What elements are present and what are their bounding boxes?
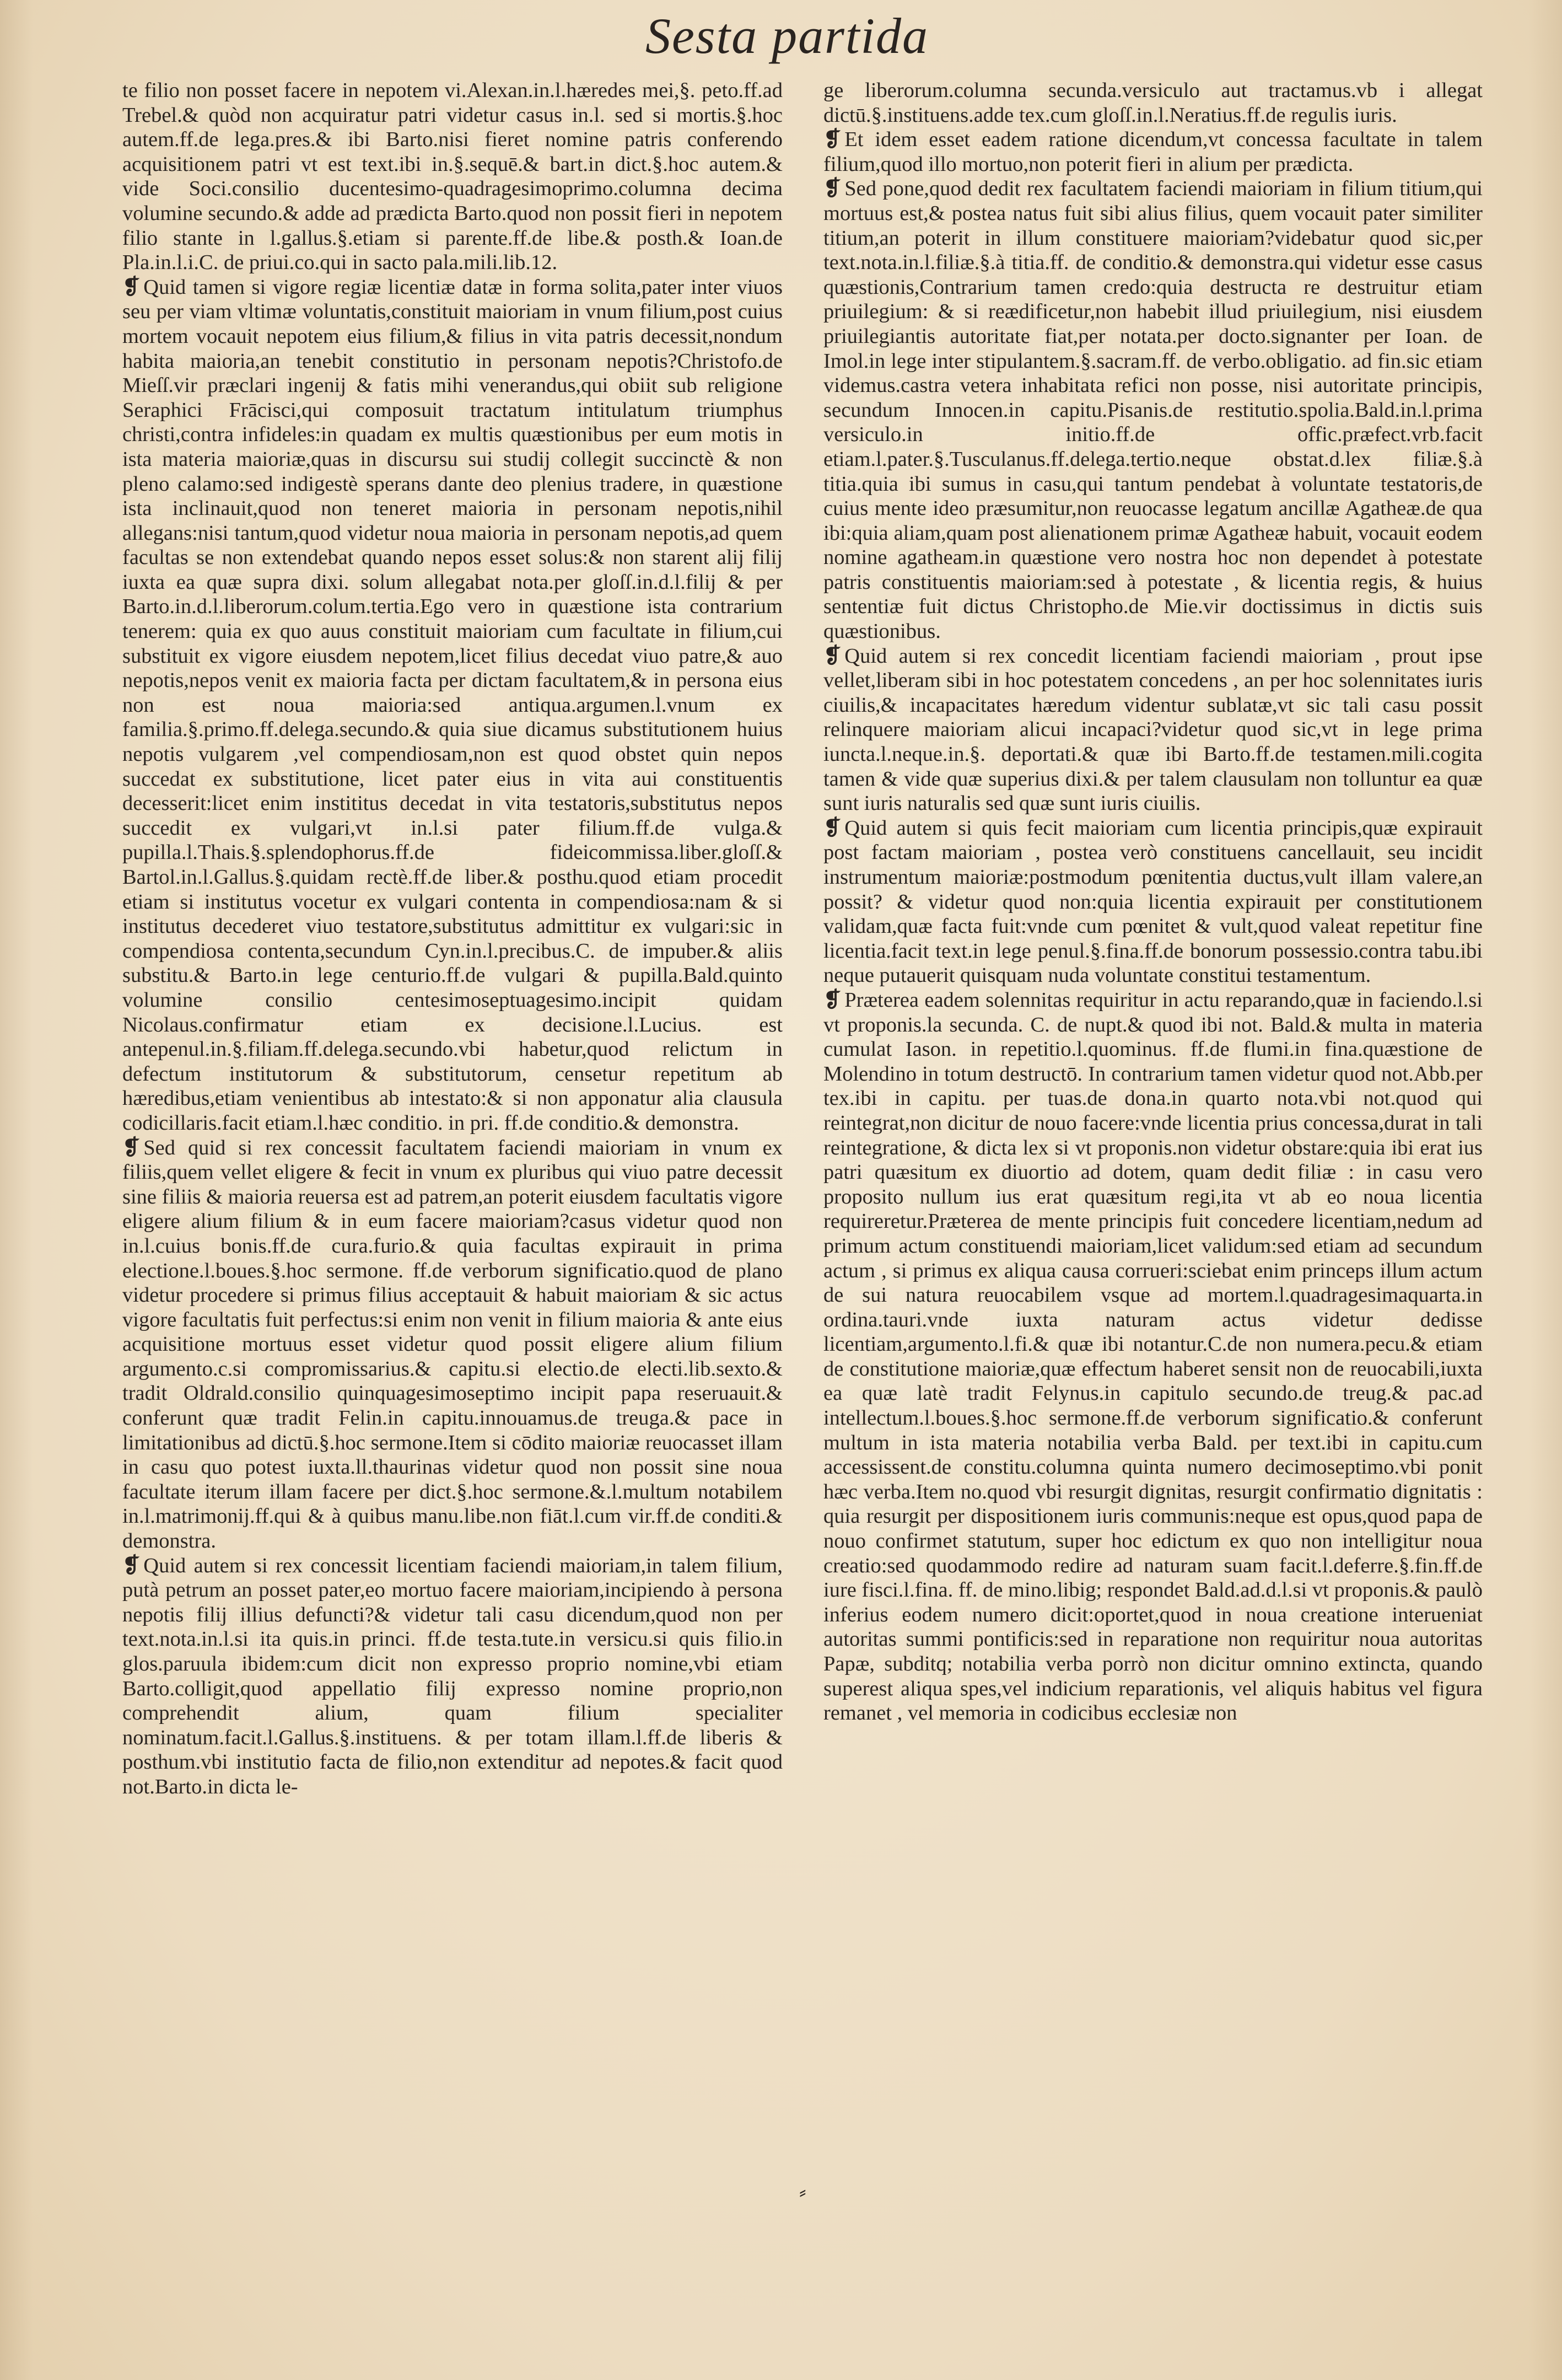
paragraph-text: ge liberorum.columna secunda.versiculo aut tractamus.vb i allegat dictū.§.instituens.adde tex.cum gloſſ.in.l.Neratius.ff.de regulis iuris. bbox=[823, 79, 1483, 127]
pilcrow-mark: ❡ bbox=[122, 1554, 141, 1577]
page-header bbox=[0, 0, 1562, 77]
paragraph bbox=[122, 1136, 783, 1554]
paragraph-text: te filio non posset facere in nepotem vi.Alexan.in.l.hæredes mei,§. peto.ff.ad Trebel.& quòd non acquiratur patri videtur casus in.l. sed si mortis.§.hoc autem.ff.de lega.pres.& ibi Barto.nisi fieret nomine patris conferendo acquisitionem patri vt est text.ibi in.§.sequē.& bart.in dict.§.hoc autem.& vide Soci.consilio ducentesimo-quadragesimoprimo.columna decima volumine secundo.& adde ad prædicta Barto.quod non possit fieri in nepotem filio stante in l.gallus.§.etiam si parente.ff.de libe.& posth.& Ioan.de Pla.in.l.i.C. de priui.co.qui in sacto pala.mili.lib.12. bbox=[122, 79, 783, 275]
page-edge-shadow-left bbox=[0, 0, 33, 2380]
paragraph-text: Quid autem si rex concessit licentiam faciendi maioriam,in talem filium, putà petrum an posset pater,eo mortuo facere maioriam,incipiendo à persona nepotis filij illius defuncti?& videtur tali casu dicendum,quod non per text.nota.in.l.si ita quis.in princi. ff.de testa.tute.in versicu.si quis filio.in glos.paruula ibidem:cum dicit non expresso proprio nomine,vbi etiam Barto.colligit,quod appellatio filij expresso nomine proprio,non comprehendit alium, quam filium specialiter nominatum.facit.l.Gallus.§.instituens. & per totam illam.l.ff.de liberis & posthum.vbi institutio facta de filio,non extenditur ad nepotes.& facit quod not.Barto.in dicta le- bbox=[122, 1554, 783, 1798]
pilcrow-mark: ❡ bbox=[122, 1136, 141, 1159]
paragraph bbox=[823, 127, 1483, 176]
paragraph bbox=[122, 1554, 783, 1799]
signature-mark: ⸗ bbox=[799, 2180, 806, 2204]
paragraph-text: Quid tamen si vigore regiæ licentiæ datæ in forma solita,pater inter viuos seu per viam vltimæ voluntatis,constituit maioriam in vnum filium,post cuius mortem vocauit nepotem eius filium,& filius in vita patris decessit,nondum habita maioria,an tenebit constitutio in personam nepotis?Christofo.de Mieſſ.vir præclari ingenij & fatis mihi venerandus,qui obiit sub religione Seraphici Frācisci,qui composuit tractatum intitulatum triumphus christi,contra infideles:in quadam ex multis quæstionibus per eum motis in ista materia maioriæ,quas in discursu sui studij collegit succinctè & non pleno calamo:sed indigestè sperans dante deo plenius tradere, in quæstione ista inclinauit,quod non teneret maioria in personam nepotis,nihil allegans:nisi tantum,quod videtur noua maioria in personam nepotis,ad quem facultas se non extendebat quando nepos esset solus:& non starent alij filij iuxta ea quæ supra dixi. solum allegabat nota.per gloſſ.in.d.l.filij & per Barto.in.d.l.liberorum.colum.tertia.Ego vero in quæstione ista contrarium tenerem: quia ex quo auus constituit maioriam cum facultate in filium,cui substituit ex vigore eiusdem nepotem,licet filius decedat viuo patre,& auo nepotis,nepos venit ex maioria facta per dictam facultatem,& in persona eius non est noua maioria:sed antiqua.argumen.l.vnum ex familia.§.primo.ff.delega.secundo.& quia siue dicamus substitutionem huius nepotis vulgarem ,vel compendiosam,non est quod obstet quin nepos succedat ex substitutione, licet pater eius in vita aui constituentis decesserit:licet enim instititus decedat in vita testatoris,substitutus nepos succedit ex vulgari,vt in.l.si pater filium.ff.de vulga.& pupilla.l.Thais.§.splendophorus.ff.de fideicommissa.liber.gloſſ.& Bartol.in.l.Gallus.§.quidam rectè.ff.de liber.& posthu.quod etiam procedit etiam si institutus vocetur ex vulgari contenta in compendiosa:nam & si institutus decederet viuo testatore,substitutus admittitur ex vulgari:sic in compendiosa contenta,secundum Cyn.in.l.precibus.C. de impuber.& aliis substitu.& Barto.in lege centurio.ff.de vulgari & pupilla.Bald.quinto volumine consilio centesimoseptuagesimo.incipit quidam Nicolaus.confirmatur etiam ex decisione.l.Lucius. est antepenul.in.§.filiam.ff.delega.secundo.vbi habetur,quod relictum in defectum institutorum & substitutorum, censetur repetitum ab hæredibus,etiam venientibus ab intestato:& si non apponatur alia clausula codicillaris.facit etiam.l.hæc conditio. in pri. ff.de conditio.& demonstra. bbox=[122, 275, 783, 1135]
paragraph-text: Quid autem si quis fecit maioriam cum licentia principis,quæ expirauit post factam maioriam , postea verò constituens cancellauit, seu incidit instrumentum maioriæ:postmodum pœnitentia ductus,vult illam valere,an possit? & videtur quod non:quia licentia expirauit per constitutionem validam,quæ facta fuit:vnde cum pœnitet & vult,quod valeat repetitur fine licentia.facit text.in lege penul.§.fina.ff.de bonorum possessio.contra tabu.ibi neque putauerit quisquam nuda voluntate constitui testamentum. bbox=[823, 816, 1483, 987]
page-edge-shadow-right bbox=[1529, 0, 1562, 2380]
pilcrow-mark: ❡ bbox=[823, 816, 842, 840]
right-column bbox=[823, 78, 1483, 1726]
paragraph bbox=[122, 78, 783, 275]
pilcrow-mark: ❡ bbox=[823, 988, 842, 1012]
paragraph bbox=[823, 78, 1483, 127]
left-column bbox=[122, 78, 783, 1799]
paragraph-text: Quid autem si rex concedit licentiam faciendi maioriam , prout ipse vellet,liberam sibi in hoc potestatem concedens , an per hoc solennitates iuris ciuilis,& incapacitates hæredum videntur sublatæ,vt sic tali casu possit relinquere maioriam alicui incapaci?videtur quod sic,vt in lege prima iuncta.l.neque.in.§. deportati.& quæ ibi Barto.ff.de testamen.mili.cogita tamen & vide quæ superius dixi.& per talem clausulam non tolluntur ea quæ sunt iuris naturalis sed quæ sunt iuris ciuilis. bbox=[823, 644, 1483, 815]
paragraph bbox=[823, 816, 1483, 988]
paragraph-text: Sed pone,quod dedit rex facultatem faciendi maioriam in filium titium,qui mortuus est,& postea natus fuit sibi alius filius, quem vocauit pater similiter titium,an poterit in illum constituere maioriam?videbatur quod sic,per text.nota.in.l.filiæ.§.à titia.ff. de conditio.& demonstra.qui videtur esse casus quæstionis,Contrarium tamen credo:quia destructa re destruitur etiam priuilegium: & si reædificetur,non habebit illud priuilegium, nisi eiusdem priuilegiantis autoritate fiat,per notata.per docto.signanter per Ioan. de Imol.in lege inter stipulantem.§.sacram.ff. de verbo.obligatio. ad fin.sic etiam videmus.castra vetera inhabitata refici non posse, nisi autoritate principis, secundum Innocen.in capitu.Pisanis.de restitutio.spolia.Bald.in.l.prima versiculo.in initio.ff.de offic.præfect.vrb.facit etiam.l.pater.§.Tusculanus.ff.delega.tertio.neque obstat.d.lex filiæ.§.à titia.quia ibi sumus in casu,qui tantum pendebat à voluntate testatoris,de cuius mente ideo præsumitur,non reuocasse legatum ancillæ Agatheæ.de qua ibi:quia aliam,quam post alienationem primæ Agatheæ habuit, vocauit eodem nomine agatheam.in quæstione vero nostra hoc non dependet à potestate patris constituentis maioriam:sed à potestate , & licentia regis, & huius sententiæ fuit dictus Christopho.de Mie.vir doctissimus in dictis suis quæstionibus. bbox=[823, 177, 1483, 643]
paragraph bbox=[823, 644, 1483, 816]
pilcrow-mark: ❡ bbox=[823, 644, 842, 668]
pilcrow-mark: ❡ bbox=[122, 275, 141, 299]
paragraph-text: Et idem esset eadem ratione dicendum,vt concessa facultate in talem filium,quod illo mortuo,non poterit fieri in alium per prædicta. bbox=[823, 128, 1483, 176]
paragraph bbox=[823, 988, 1483, 1726]
pilcrow-mark: ❡ bbox=[823, 177, 842, 201]
paragraph bbox=[122, 275, 783, 1136]
paragraph bbox=[823, 176, 1483, 643]
paragraph-text: Præterea eadem solennitas requiritur in actu reparando,quæ in faciendo.l.si vt proponis.la secunda. C. de nupt.& quod ibi not. Bald.& multa in materia cumulat Iason. in repetitio.l.quominus. ff.de flumi.in fina.quæstione de Molendino in totum destructō. In contrarium tamen videtur quod not.Abb.per tex.ibi in capitu. per tuas.de dona.in quarto nota.vbi not.quod qui reintegrat,non dicitur de nouo facere:vnde licentia prius concessa,durat in tali reintegratione, & dicta lex si vt proponis.non videtur obstare:quia ibi erat ius patri quæsitum ex diuortio ad dotem, quam dedit filiæ : in casu vero proposito nullum ius erat quæsitum regi,ita vt ab eo noua licentia requireretur.Præterea de mente principis fuit concedere licentiam,nedum ad primum actum constituendi maioriam,licet validum:sed etiam ad secundum actum , si primus ex aliqua causa corrueri:sciebat enim princeps illum actum de sui natura reuocabilem vsque ad mortem.l.quadragesimaquarta.in ordina.tauri.vnde iuxta naturam actus videtur dedisse licentiam,argumento.l.fi.& quæ ibi notantur.C.de non numera.pecu.& etiam de constitutione maioriæ,quæ effectum haberet sensit non de reuocabili,iuxta ea quæ latè tradit Felynus.in capitulo secundo.de treug.& pac.ad intellectum.l.boues.§.hoc sermone.ff.de verborum significatio.& conferunt multum in ista materia notabilia verba Bald. per text.ibi in capitu.cum accessissent.de constitu.columna quinta numero decimoseptimo.vbi ponit hæc verba.Item no.quod vbi resurgit dignitas, resurgit confirmatio dignitatis : quia resurgit per dispositionem iuris communis:neque est opus,quod papa de nouo confirmet statutum, super hoc edictum ex quo non intelligitur noua creatio:sed quodammodo redire ad naturam suam facit.l.deferre.§.fin.ff.de iure fisci.l.fina. ff. de mino.libig; respondet Bald.ad.d.l.si vt proponis.& paulò inferius eodem numero dicit:oportet,quod in noua creatione interueniat autoritas summi pontificis:sed in reparatione non requiritur noua autoritas Papæ, subditq; notabilia verba porrò non dicitur omnino extincta, quando superest aliqua spes,vel indicium reparationis, vel aliquis habitus vel figura remanet , vel memoria in codicibus ecclesiæ non bbox=[823, 988, 1483, 1725]
running-title: Sesta partida bbox=[645, 8, 929, 64]
pilcrow-mark: ❡ bbox=[823, 128, 842, 152]
paragraph-text: Sed quid si rex concessit facultatem faciendi maioriam in vnum ex filiis,quem vellet eligere & fecit in vnum ex pluribus qui viuo patre decessit sine filiis & maioria reuersa est ad patrem,an poterit eiusdem facultatis vigore eligere alium filium & in eum facere maioriam?casus videtur quod non in.l.cuius bonis.ff.de cura.furio.& quia facultas expirauit in prima electione.l.boues.§.hoc sermone. ff.de verborum significatio.quod de plano videtur procedere si primus filius acceptauit & habuit maioriam & sic actus vigore facultatis fuit perfectus:si enim non venit in filium maioria & ante eius acquisitione mortuus esset videtur quod possit eligere alium filium argumento.c.si compromissarius.& capitu.si electio.de electi.lib.sexto.& tradit Oldrald.consilio quinquagesimoseptimo incipit papa reseruauit.& conferunt quæ tradit Felin.in capitu.innouamus.de treuga.& pace in limitationibus ad dictū.§.hoc sermone.Item si cōdito maioriæ reuocasset illam in casu quo potest iuxta.ll.thaurinas videtur quod non possit sine noua facultate iterum illam facere per dict.§.hoc sermone.&.l.multum notabilem in.l.matrimonij.ff.qui & à quibus manu.libe.non fiāt.l.cum vir.ff.de conditi.& demonstra. bbox=[122, 1136, 783, 1553]
